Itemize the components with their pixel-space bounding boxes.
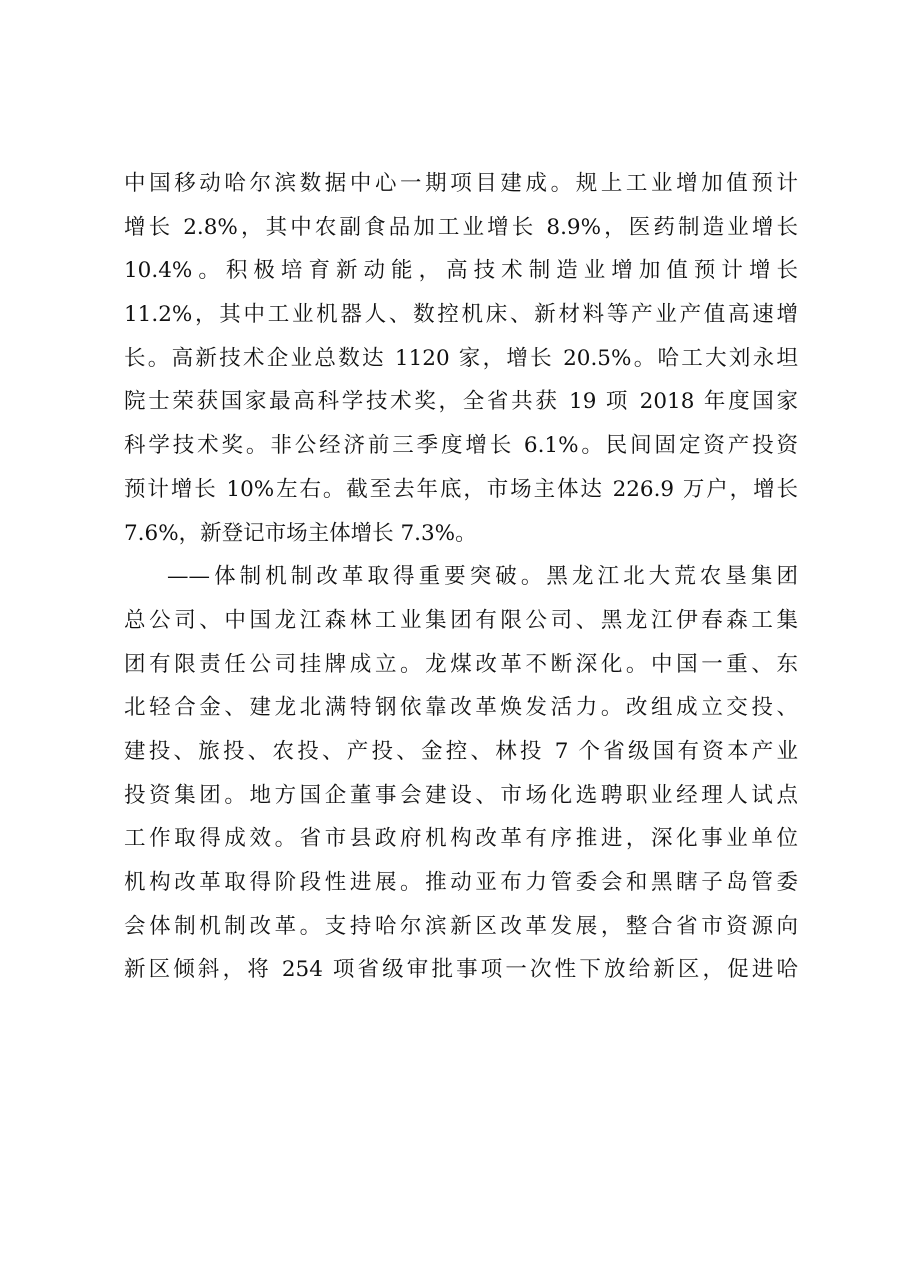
- text-line: 投资集团。地方国企董事会建设、市场化选聘职业经理人试点: [124, 782, 798, 808]
- text-line: 10.4%。积极培育新动能，高技术制造业增加值预计增长: [124, 258, 798, 284]
- text-line: 北轻合金、建龙北满特钢依靠改革焕发活力。改组成立交投、: [124, 695, 798, 721]
- text-line: 建投、旅投、农投、产投、金控、林投 7 个省级国有资本产业: [124, 738, 798, 764]
- text-line: 会体制机制改革。支持哈尔滨新区改革发展，整合省市资源向: [124, 913, 798, 939]
- text-line: 科学技术奖。非公经济前三季度增长 6.1%。民间固定资产投资: [124, 433, 798, 459]
- text-line: 中国移动哈尔滨数据中心一期项目建成。规上工业增加值预计: [124, 171, 798, 196]
- text-line: 院士荣获国家最高科学技术奖，全省共获 19 项 2018 年度国家: [124, 389, 798, 415]
- text-line: 总公司、中国龙江森林工业集团有限公司、黑龙江伊春森工集: [124, 607, 798, 633]
- text-line: 7.6%，新登记市场主体增长 7.3%。: [124, 520, 477, 546]
- text-line: 新区倾斜，将 254 项省级审批事项一次性下放给新区，促进哈: [124, 957, 798, 983]
- text-line: ——体制机制改革取得重要突破。黑龙江北大荒农垦集团: [167, 564, 798, 590]
- text-line: 长。高新技术企业总数达 1120 家，增长 20.5%。哈工大刘永坦: [124, 345, 798, 371]
- paragraph-2: [124, 555, 798, 992]
- text-line: 11.2%，其中工业机器人、数控机床、新材料等产业产值高速增: [124, 302, 798, 328]
- text-line: 工作取得成效。省市县政府机构改革有序推进，深化事业单位: [124, 826, 798, 852]
- paragraph-1: [124, 162, 798, 555]
- text-line: 机构改革取得阶段性进展。推动亚布力管委会和黑瞎子岛管委: [124, 870, 798, 895]
- text-line: 增长 2.8%，其中农副食品加工业增长 8.9%，医药制造业增长: [124, 214, 798, 240]
- text-line: 预计增长 10%左右。截至去年底，市场主体达 226.9 万户，增长: [124, 476, 798, 502]
- body-text: [124, 162, 798, 992]
- text-line: 团有限责任公司挂牌成立。龙煤改革不断深化。中国一重、东: [124, 651, 798, 677]
